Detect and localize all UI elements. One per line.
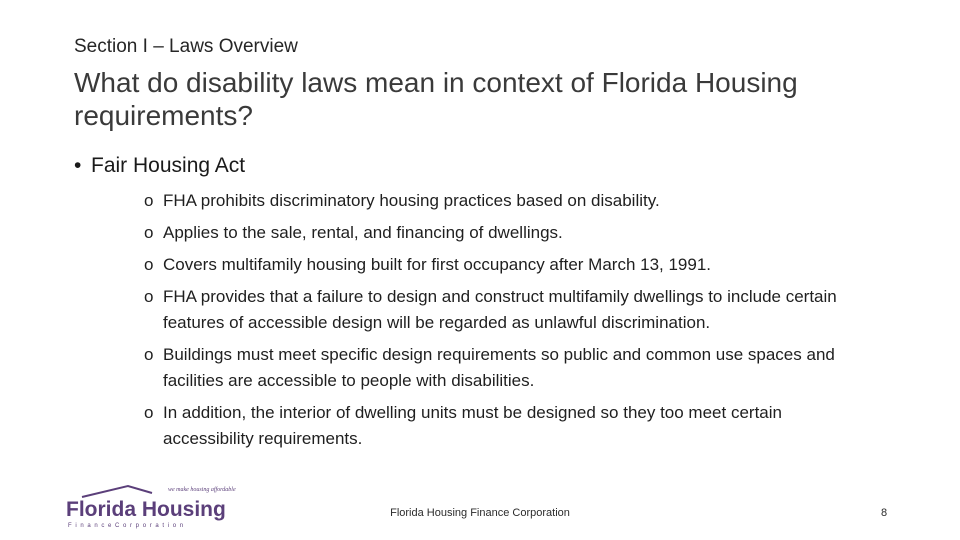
logo-tagline: we make housing affordable <box>168 487 236 493</box>
list-item <box>144 220 874 246</box>
list-item-text: FHA prohibits discriminatory housing practices based on disability. <box>163 191 660 210</box>
florida-housing-logo <box>60 483 240 531</box>
list-item-text: Buildings must meet specific design requirements so public and common use spaces and facilities are accessible to people with disabilities. <box>163 345 835 390</box>
sub-bullet-marker: o <box>144 223 154 242</box>
list-item <box>144 252 874 278</box>
list-item-text: In addition, the interior of dwelling units must be designed so they too meet certain accessibility requirements. <box>163 403 782 448</box>
list-item <box>144 284 874 336</box>
sub-bullet-marker: o <box>144 345 154 364</box>
sub-bullet-marker: o <box>144 403 154 422</box>
sub-bullet-list <box>144 188 874 458</box>
bullet-label: Fair Housing Act <box>91 154 246 177</box>
slide-title: What do disability laws mean in context of Florida Housing requirements? <box>74 67 798 131</box>
page-number: 8 <box>880 507 888 519</box>
logo-subname: F i n a n c e C o r p o r a t i o n <box>68 523 185 529</box>
list-item <box>144 342 874 394</box>
list-item-text: Applies to the sale, rental, and financing of dwellings. <box>163 223 563 242</box>
footer-organization: Florida Housing Finance Corporation <box>390 507 570 519</box>
sub-bullet-marker: o <box>144 287 154 306</box>
list-item <box>144 188 874 214</box>
sub-bullet-marker: o <box>144 255 154 274</box>
section-label: Section I – Laws Overview <box>74 36 298 57</box>
sub-bullet-marker: o <box>144 191 154 210</box>
list-item-text: FHA provides that a failure to design and construct multifamily dwellings to include certain features of accessible design will be regarded as unlawful discrimination. <box>163 287 837 332</box>
roof-icon <box>82 486 152 497</box>
list-item <box>144 400 874 452</box>
list-item-text: Covers multifamily housing built for first occupancy after March 13, 1991. <box>163 255 712 274</box>
bullet-fair-housing-act <box>74 154 245 178</box>
bullet-dot: • <box>74 154 82 177</box>
logo-name: Florida Housing <box>66 498 226 521</box>
